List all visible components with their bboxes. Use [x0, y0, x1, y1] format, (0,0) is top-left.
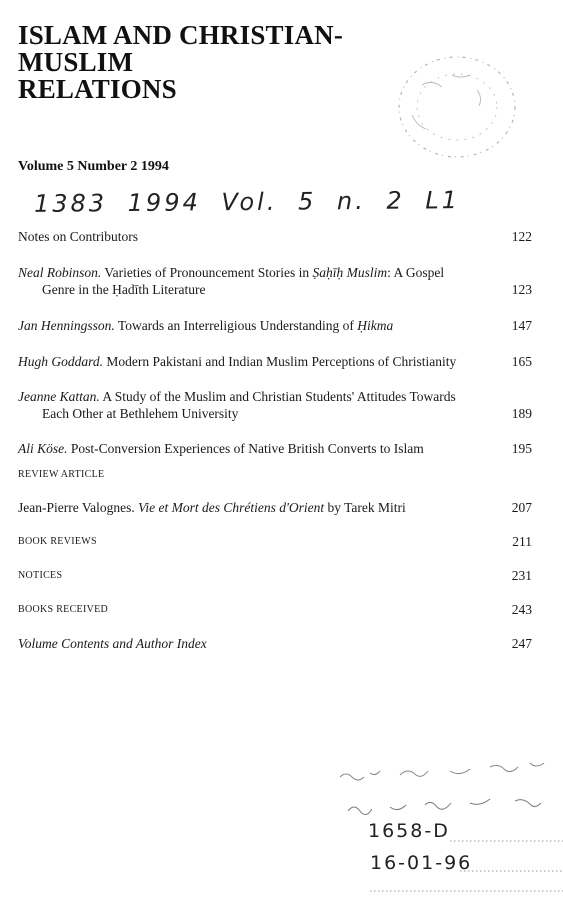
toc-entry-title: Notes on Contributors — [18, 229, 138, 244]
toc-page-number: 165 — [511, 354, 532, 369]
toc-entry-kattan[interactable] — [18, 388, 532, 422]
faded-round-stamp — [382, 45, 532, 165]
toc-page-number: 122 — [511, 229, 532, 244]
toc-author: Jeanne Kattan. — [18, 389, 100, 404]
library-accession-number: 1658-D — [368, 820, 450, 842]
toc-title-part: Modern Pakistani and Indian Muslim Perceptions of Christianity — [106, 354, 457, 369]
handwritten-call-number: 1383 1994 Vol. 5 n. 2 L1 — [33, 186, 461, 218]
toc-page-number: 231 — [511, 568, 532, 583]
toc-author: Hugh Goddard. — [18, 354, 104, 369]
toc-entry-kose[interactable] — [18, 440, 532, 457]
library-stamp-date: 16-01-96 — [370, 852, 473, 874]
toc-section-book-reviews[interactable] — [18, 533, 532, 550]
toc-page-number: 123 — [511, 282, 532, 297]
toc-page-number: 243 — [511, 602, 532, 617]
toc-author: Jean-Pierre Valognes. — [18, 500, 135, 515]
toc-section-heading: NOTICES — [18, 570, 63, 581]
toc-section-books-received[interactable] — [18, 601, 532, 618]
toc-title-part: Varieties of Pronouncement Stories in — [104, 265, 313, 280]
toc-section-heading: BOOK REVIEWS — [18, 536, 97, 547]
journal-title-line-1: ISLAM AND CHRISTIAN-MUSLIM — [18, 20, 344, 77]
toc-section-notices[interactable] — [18, 567, 532, 584]
toc-entry-volume-index[interactable] — [18, 635, 532, 652]
toc-title-part: A Study of the Muslim and Christian Students' Attitudes Towards — [102, 389, 456, 404]
toc-page-number: 195 — [511, 441, 532, 456]
toc-entry-robinson[interactable] — [18, 264, 532, 298]
toc-page-number: 147 — [511, 318, 532, 333]
toc-title-emphasis: Ḥikma — [357, 318, 394, 333]
toc-page-number: 207 — [511, 500, 532, 515]
toc-entry-henningsson[interactable] — [18, 317, 532, 334]
toc-entry-valognes[interactable] — [18, 499, 532, 516]
volume-issue-line: Volume 5 Number 2 1994 — [18, 159, 169, 174]
toc-title-part: Post-Conversion Experiences of Native British Converts to Islam — [70, 441, 424, 456]
toc-title-part: : A Gospel — [387, 265, 445, 280]
toc-page-number: 211 — [512, 534, 532, 549]
toc-entry-goddard[interactable] — [18, 353, 532, 370]
journal-title-line-2: RELATIONS — [18, 74, 177, 104]
toc-author: Ali Köse. — [18, 441, 68, 456]
toc-title-part: Towards an Interreligious Understanding of — [117, 318, 358, 333]
toc-title-emphasis: Ṣaḥīḥ Muslim — [312, 265, 388, 280]
toc-author: Jan Henningsson. — [18, 318, 115, 333]
toc-title-part: by Tarek Mitri — [324, 500, 406, 515]
toc-entry-title: Volume Contents and Author Index — [18, 636, 207, 651]
toc-page-number: 189 — [511, 406, 532, 421]
toc-entry-notes-on-contributors[interactable] — [18, 228, 532, 245]
toc-page-number: 247 — [511, 636, 532, 651]
toc-section-review-article — [18, 466, 532, 483]
toc-title-emphasis: Vie et Mort des Chrétiens d'Orient — [138, 500, 325, 515]
toc-author: Neal Robinson. — [18, 265, 102, 280]
toc-title-continuation: Genre in the Ḥadīth Literature — [42, 282, 206, 297]
toc-section-heading: REVIEW ARTICLE — [18, 469, 105, 480]
toc-section-heading: BOOKS RECEIVED — [18, 604, 109, 615]
toc-title-continuation: Each Other at Bethlehem University — [42, 406, 239, 421]
